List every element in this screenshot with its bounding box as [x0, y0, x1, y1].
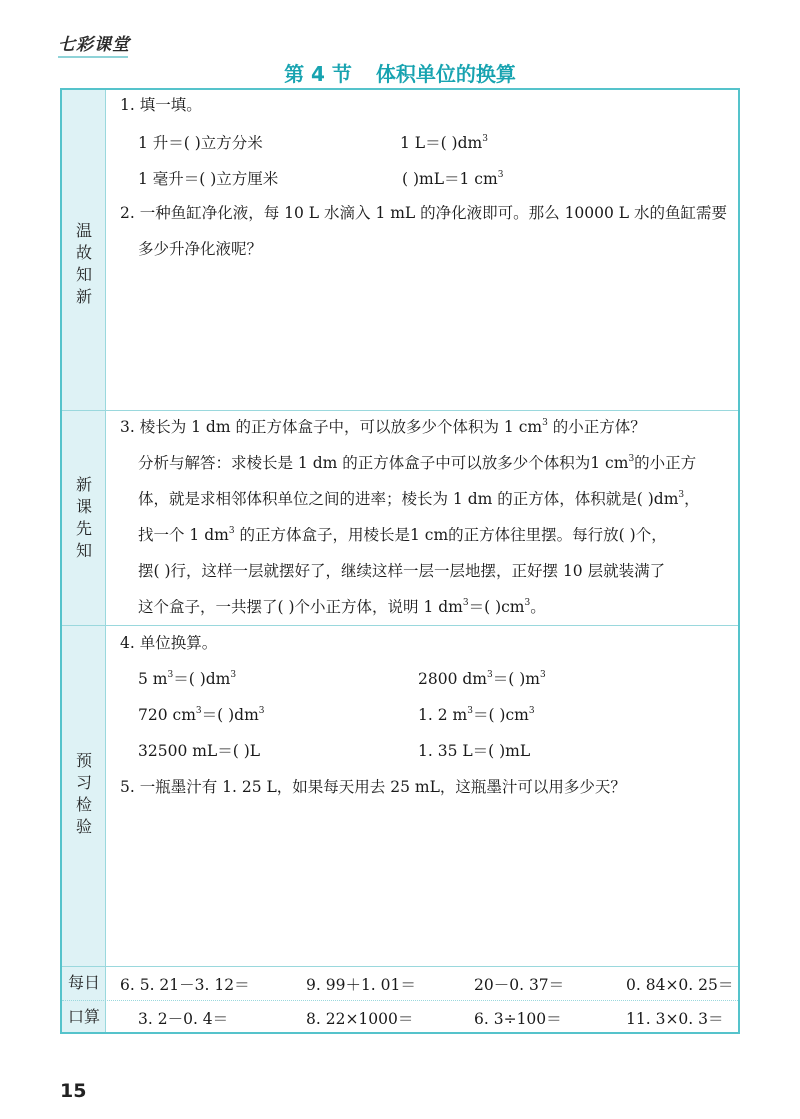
q4-item-6: 1. 35 L＝( )mL — [418, 742, 531, 760]
q6-item: 8. 22×1000＝ — [306, 1010, 414, 1028]
divider-preview — [62, 966, 738, 967]
q4-item-3: 720 $cm^3=$( )$dm^3$ — [138, 706, 265, 724]
brand-logo: 七彩课堂 — [58, 35, 130, 55]
q1-blank-b-right: ( )mL＝1 $cm^3$ — [402, 170, 504, 188]
page-title — [0, 58, 800, 87]
q6-item: 9. 99＋1. 01＝ — [306, 976, 416, 994]
section-label-review: 温故知新 — [75, 221, 92, 306]
q6-item: 3. 2－0. 4＝ — [138, 1010, 229, 1028]
q1-blank-b-left: 1 毫升＝( )立方厘米 — [138, 170, 279, 188]
q4-item-1: 5 $m^3=$( )$dm^3$ — [138, 670, 237, 688]
q5-text: 5. 一瓶墨汁有 1. 25 L，如果每天用去 25 mL，这瓶墨汁可以用多少天？ — [120, 778, 626, 796]
q1-title: 1. 填一填。 — [120, 96, 202, 114]
q6-item: 6. 5. 21－3. 12＝ — [120, 976, 250, 994]
section-label-new-lesson: 新课先知 — [75, 475, 92, 560]
section-label-daily-1: 每日 — [67, 973, 100, 992]
q4-item-4: 1. 2 $m^3=$( )$cm^3$ — [418, 706, 535, 724]
section-label-daily-2: 口算 — [67, 1007, 100, 1026]
section-number: 第 4 节 — [284, 62, 352, 86]
q6-item: 0. 84×0. 25＝ — [626, 976, 734, 994]
q1-blank-a-left: 1 升＝( )立方分米 — [138, 134, 263, 152]
q4-item-5: 32500 mL＝( )L — [138, 742, 261, 760]
section-label-preview-check: 预习检验 — [75, 751, 92, 836]
divider-new-lesson — [62, 625, 738, 626]
section-title: 体积单位的换算 — [375, 62, 516, 86]
q2-line-1: 2. 一种鱼缸净化液，每 10 L 水滴入 1 mL 的净化液即可。那么 10000 L 水的鱼缸需要 — [120, 204, 728, 222]
q3-line-6: 这个盒子，一共摆了( )个小正方体，说明 1 $dm^3=$( )$cm^3$。 — [138, 598, 546, 616]
divider-daily — [62, 1000, 738, 1001]
q3-line-1: 3. 棱长为 1 dm 的正方体盒子中，可以放多少个体积为 1 $cm^3$ 的小正方体？ — [120, 418, 646, 436]
q2-line-2: 多少升净化液呢？ — [138, 240, 263, 258]
divider-review — [62, 410, 738, 411]
q3-line-3: 体，就是求相邻体积单位之间的进率；棱长为 1 dm 的正方体，体积就是( )$dm^3$， — [138, 490, 700, 508]
q3-line-2: 分析与解答：求棱长是 1 dm 的正方体盒子中可以放多少个体积为1 $cm^3$的小正方 — [138, 454, 697, 472]
q4-title: 4. 单位换算。 — [120, 634, 218, 652]
page-number: 15 — [60, 1080, 87, 1102]
q6-item: 20－0. 37＝ — [474, 976, 565, 994]
q3-line-4: 找一个 1 $dm^3$ 的正方体盒子，用棱长是1 cm的正方体往里摆。每行放( )个， — [138, 526, 667, 544]
q4-item-2: 2800 $dm^3=$( )$m^3$ — [418, 670, 546, 688]
q6-item: 6. 3÷100＝ — [474, 1010, 562, 1028]
worksheet-frame — [60, 88, 740, 1034]
q6-item: 11. 3×0. 3＝ — [626, 1010, 724, 1028]
q1-blank-a-right: 1 L＝( )$dm^3$ — [400, 134, 488, 152]
q3-line-5: 摆( )行，这样一层就摆好了，继续这样一层一层地摆，正好摆 10 层就装满了 — [138, 562, 666, 580]
